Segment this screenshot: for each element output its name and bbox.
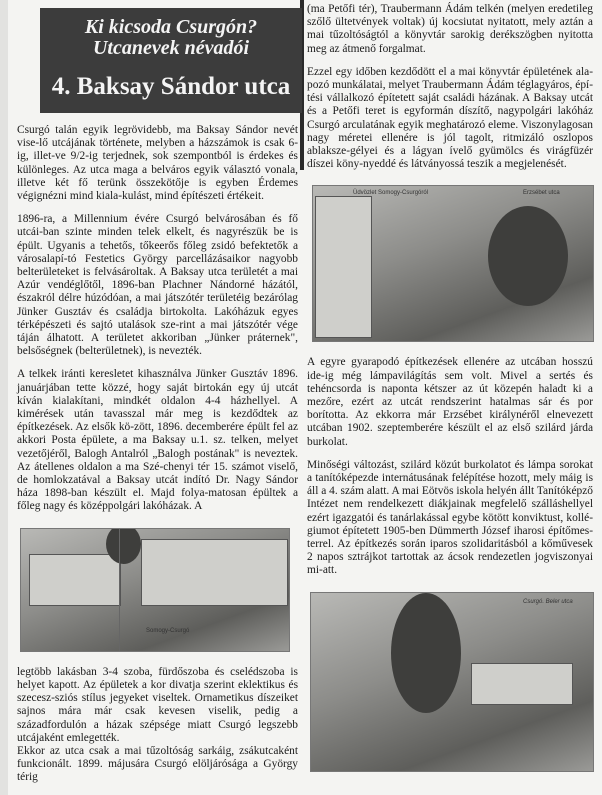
building	[471, 663, 573, 705]
series-title-line2: Utcanevek névadói	[92, 37, 250, 59]
building	[141, 539, 288, 606]
tree	[391, 593, 461, 713]
tree	[106, 528, 141, 564]
paragraph-houses: legtöbb lakásban 3-4 szoba, fürdőszoba és cselédszoba is helyet kapott. Az épületek a kor divatja szerint eklektikus és szecesz-sziós stílus jegyeket viseltek. Ornametikus díszeiket sajnos mára már csak kevesen viselik, pedig a századfordulón a házak szépsége miatt Csurgó legszebb utcájaként emlegették.	[17, 665, 298, 744]
building	[315, 196, 372, 338]
article-title: 4. Baksay Sándor utca	[51, 73, 291, 100]
paragraph-lighting: A egyre gyarapodó építkezések ellenére az utcában hosszú ide-ig még lámpavilágítás sem volt. Mivel a sertés és tehéncsorda is naponta kétszer az út közepén haladt ki a mezőre, ezért az utcát rendszerint hatalmas sár és por borította. Az ekkorra már Erzsébet királynéről elnevezett utcában 1902. szeptemberére készült el az első szilárd járda burkolat.	[307, 356, 593, 448]
postcard-split	[119, 529, 120, 651]
postcard-photo-somogy-csurgo	[20, 528, 290, 652]
left-column	[17, 0, 298, 795]
series-title	[40, 8, 302, 59]
paragraph-intro: Csurgó talán egyik legrövidebb, ma Baksay Sándor nevét vise-lő utcájának története, melyben a házszámok is csak 6-ig, illet-ve 9/2-ig terjednek, sok szempontból is érdekes és különleges. Az utca maga a belváros egyik választó vonala, illetve két fő terünk összekötője is egyben Érdemes végignézni mind kiala-kulást, mind építészeti értékeit.	[17, 124, 298, 203]
photo-caption: Somogy-Csurgó	[146, 627, 190, 634]
photo-caption-right: Erzsébet utca	[523, 190, 560, 197]
building	[29, 554, 121, 606]
paragraph-dead-end: Ekkor az utca csak a mai tűzoltóság sarkáig, zsákutcaként funkcionált. 1899. májusára Csurgó elöljárósága a György térig	[17, 744, 298, 784]
postcard-photo-erzsebet-utca	[312, 185, 594, 342]
series-title-line1: Ki kicsoda Csurgón?	[84, 16, 258, 38]
postcard-photo-street	[310, 592, 594, 772]
paragraph-new-road: (ma Petőfi tér), Traubermann Ádám telkén (melyen eredetileg szőlő ültetvények voltak) új kocsiutat nyitatott, mely aztán a mai tűzoltóságtól a könyvtár sarokig derékszögben nyitotta meg az átmenő forgalmat.	[307, 3, 593, 55]
article-header	[40, 8, 302, 113]
paragraph-library: Ezzel egy időben kezdődött el a mai könyvtár épületének ala-pozó munkálatai, melyet Traubermann Ádám téglagyáros, épí-tési vállalkozó építetett saját családi házának. A Baksay utcát és a Petőfi teret is egyformán díszítő, nagypolgári lakóház Csurgó arculatának egyik meghatározó eleme. Viszonylagosan nagy méretei ellenére is jól tagolt, ritmizáló oszlopos ablaksze-gélyei és a lágyan ívelő gyümölcs és virágfüzér díszei köny-nyeddé és látványossá teszik a megjelenését.	[307, 65, 593, 171]
paragraph-millennium: 1896-ra, a Millennium évére Csurgó belvárosában és fő utcái-ban szinte minden telek elkelt, és nagyrészük be is épült. Ugyanis a tehetős, tőkeerős főleg zsidó befektetők a városalapí-tó Festetics György parcellázásaikor nagyobb belterületeket is felvásároltak. A Baksay utca területét a mai Azúr vendéglőtől, 1896-ban Plachner Nándorné házától, északról délre húzódóan, a mai játszótér területéig bezárólag Jünker Gusztáv és családja birtokolta. Lakóházuk egyes térképészeti és sajtó utalások sze-rint a mai játszótér vége táján álhatott. A területet akkoriban „Jünker práternek", belsőségnek (belterületnek), is nevezték.	[17, 213, 298, 358]
scan-edge	[0, 0, 8, 795]
photo-caption: Csurgó. Beler utca	[523, 598, 573, 605]
tree	[488, 206, 568, 306]
photo-caption-left: Üdvözlet Somogy-Csurgóról	[353, 190, 429, 197]
right-column	[307, 0, 593, 786]
paragraph-street-creation: A telkek iránti keresletet kihasználva Jünker Gusztáv 1896. januárjában tette közzé, hogy saját birtokán egy új utcát kíván kialakítani, mindkét oldalon 4-4 házhellyel. A kimérések után tavasszal már meg is kezdődtek az építkezések. Az elsők kö-zött, 1896. decemberére épült fel az akkori Posta épülete, a ma Baksay u.1. sz. telken, melyet vezetőjéről, Balogh Antalról „Balogh postának" is neveztek. Az átellenes oldalon a ma Szé-chenyi tér 15. számot viselő, de homlokzatával a Baksay utcát indító Dr. Nagy Sándor háza 1898-ban készült el. Majd folya-matosan épültek a főleg nagy és középpolgári lakóházak. A	[17, 368, 298, 513]
paragraph-dormitory: Minőségi változást, szilárd közút burkolatot és lámpa sorokat a tanítóképezde internátusának felépítése hozott, mely máig is áll a 4. szám alatt. A mai Eötvös iskola helyén állt Tanítóképző Intézet nem rendelkezett diákjainak megfelelő szálláshellyel ezért igazgatói és tanárlakással egybe kötött konviktust, kollé-giumot építetett 1905-ben Dümmerth József iharosi építőmes-terrel. Az építkezés során iparos szolidaritásból a kőművesek 2 napos sztrájkot tartottak az ácsok rendezetlen jogviszonyai mi-att.	[307, 458, 593, 577]
